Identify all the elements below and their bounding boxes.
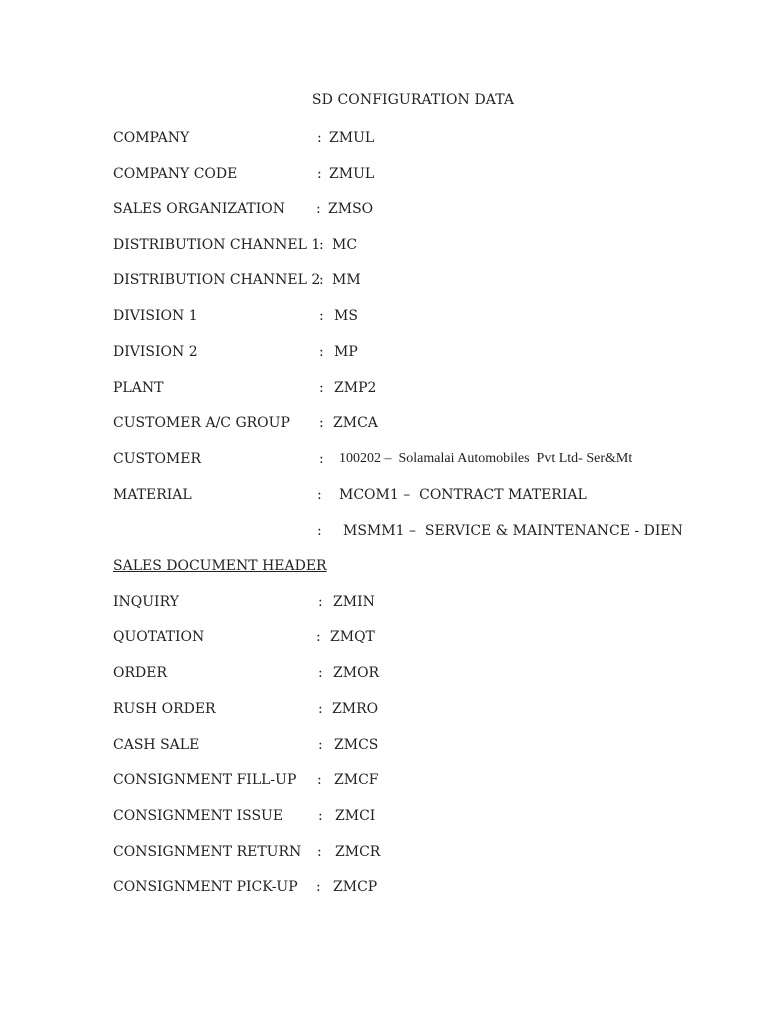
config-value: ZMIN (333, 594, 375, 610)
config-label: RUSH ORDER (113, 701, 216, 717)
config-value: ZMCR (335, 844, 381, 860)
config-label: CONSIGNMENT FILL-UP (113, 772, 297, 788)
config-row (113, 876, 733, 898)
config-label: CONSIGNMENT RETURN (113, 844, 302, 860)
config-label: INQUIRY (113, 594, 179, 610)
config-row (113, 734, 733, 756)
colon-separator: : (316, 629, 321, 645)
config-row (113, 127, 733, 149)
colon-separator: : (316, 879, 321, 895)
config-label: DISTRIBUTION CHANNEL 2 (113, 272, 321, 288)
config-value: MS (334, 308, 358, 324)
colon-separator: : (317, 844, 322, 860)
config-row (113, 377, 733, 399)
config-value: ZMRO (332, 701, 379, 717)
colon-separator: : (316, 201, 321, 217)
config-value: MP (334, 344, 358, 360)
config-row (113, 163, 733, 185)
config-value: ZMSO (328, 201, 374, 217)
colon-separator: : (319, 451, 324, 467)
section-heading: SALES DOCUMENT HEADER (113, 558, 327, 574)
config-label: ORDER (113, 665, 168, 681)
config-value: MSMM1 – SERVICE & MAINTENANCE - DIEN (343, 523, 683, 539)
config-value: ZMCI (335, 808, 376, 824)
config-label: QUOTATION (113, 629, 205, 645)
config-label: DIVISION 2 (113, 344, 198, 360)
config-value: ZMUL (329, 130, 375, 146)
config-label: MATERIAL (113, 487, 192, 503)
config-row (113, 269, 733, 291)
colon-separator: : (319, 272, 324, 288)
config-row (113, 698, 733, 720)
colon-separator: : (317, 487, 322, 503)
colon-separator: : (318, 737, 323, 753)
colon-separator: : (318, 701, 323, 717)
config-label: PLANT (113, 380, 164, 396)
colon-separator: : (319, 308, 324, 324)
config-row (113, 805, 733, 827)
config-label: CASH SALE (113, 737, 200, 753)
config-label: COMPANY CODE (113, 166, 238, 182)
colon-separator: : (319, 344, 324, 360)
colon-separator: : (317, 772, 322, 788)
config-value: ZMOR (333, 665, 380, 681)
config-value: ZMUL (329, 166, 375, 182)
config-label: DIVISION 1 (113, 308, 198, 324)
config-row (113, 484, 733, 506)
config-label: SALES ORGANIZATION (113, 201, 286, 217)
config-label: CUSTOMER A/C GROUP (113, 415, 290, 431)
config-row (113, 662, 733, 684)
config-row (113, 198, 733, 220)
config-value: ZMP2 (334, 380, 377, 396)
config-label: CONSIGNMENT PICK-UP (113, 879, 298, 895)
config-row (113, 769, 733, 791)
colon-separator: : (319, 237, 324, 253)
config-value: ZMCA (333, 415, 378, 431)
config-value: MC (332, 237, 358, 253)
config-row (113, 234, 733, 256)
config-row (113, 412, 733, 434)
config-row (113, 305, 733, 327)
colon-separator: : (317, 130, 322, 146)
config-row (113, 520, 733, 542)
colon-separator: : (318, 665, 323, 681)
config-label: CUSTOMER (113, 451, 202, 467)
config-value: MM (332, 272, 361, 288)
config-value: ZMCS (334, 737, 379, 753)
config-row (113, 591, 733, 613)
config-value: ZMCP (333, 879, 378, 895)
config-value: ZMCF (334, 772, 379, 788)
config-value: ZMQT (330, 629, 375, 645)
document-title: SD CONFIGURATION DATA (311, 92, 515, 108)
config-value: MCOM1 – CONTRACT MATERIAL (339, 487, 587, 503)
config-label: CONSIGNMENT ISSUE (113, 808, 284, 824)
config-value: 100202 – Solamalai Automobiles Pvt Ltd- Ser&Mt (339, 451, 633, 466)
config-row (113, 626, 733, 648)
config-row (113, 841, 733, 863)
config-label: COMPANY (113, 130, 190, 146)
config-row (113, 341, 733, 363)
colon-separator: : (318, 594, 323, 610)
colon-separator: : (319, 415, 324, 431)
colon-separator: : (317, 523, 322, 539)
config-label: DISTRIBUTION CHANNEL 1 (113, 237, 321, 253)
colon-separator: : (318, 808, 323, 824)
colon-separator: : (319, 380, 324, 396)
colon-separator: : (317, 166, 322, 182)
config-row (113, 448, 733, 470)
